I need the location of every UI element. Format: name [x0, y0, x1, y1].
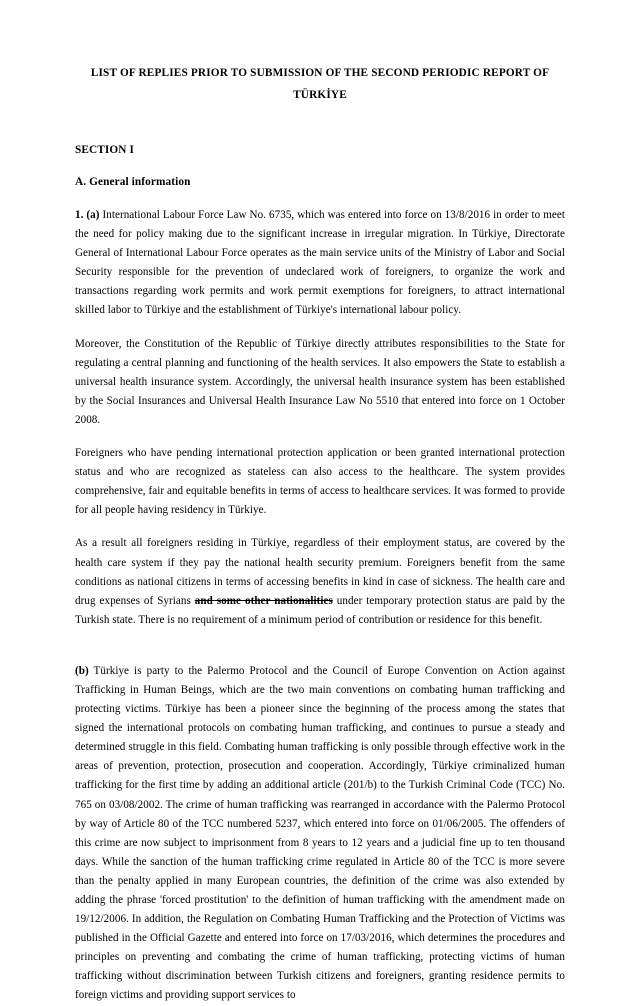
- document-title-line-1: LIST OF REPLIES PRIOR TO SUBMISSION OF THE SECOND PERIODIC REPORT OF: [90, 67, 550, 79]
- paragraph-1b-label: (b): [75, 664, 89, 677]
- title-spacer: [75, 106, 565, 142]
- document-title: [75, 62, 565, 106]
- paragraph-constitution: Moreover, the Constitution of the Republic of Türkiye directly attributes responsibilities to the State for regulating a central planning and functioning of the health services. It also empowers the State to establish a universal health insurance system. Accordingly, the universal health insurance system has been established by the Social Insurances and Universal Health Insurance Law No 5510 that entered into force on 1 October 2008.: [75, 337, 565, 426]
- paragraph-1b-text: Türkiye is party to the Palermo Protocol and the Council of Europe Convention on Action against Trafficking in Human Beings, which are the two main conventions on combating human trafficking and protecting victims. Türkiye has been a pioneer since the beginning of the process among the states that signed the international protocols on combating human trafficking, and continues to pursue a steady and determined struggle in this field. Combating human trafficking is only possible through effective work in the areas of prevention, protection, prosecution and cooperation. Accordingly, Türkiye criminalized human trafficking for the first time by adding an additional article (201/b) to the Turkish Criminal Code (TCC) No. 765 on 03/08/2002. The crime of human trafficking was rearranged in accordance with the Palermo Protocol by way of Article 80 of the TCC numbered 5237, which entered into force on 01/06/2005. The offenders of this crime are now subject to imprisonment from 8 years to 12 years and a judicial fine up to ten thousand days. While the sanction of the human trafficking crime regulated in Article 80 of the TCC is more severe than the penalty applied in many European countries, the definition of the crime was also extended by adding the phrase 'forced prostitution' to the definition of human trafficking with the amendment made on 19/12/2006. In addition, the Regulation on Combating Human Trafficking and the Protection of Victims was published in the Official Gazette and entered into force on 17/03/2016, which determines the procedures and principles on preventing and combating the crime of human trafficking, protecting victims of human trafficking without discrimination between Turkish citizens and foreigners, granting residence permits to foreign victims and providing support services to: [75, 664, 565, 1002]
- heading-spacer: [75, 158, 565, 174]
- struck-through-text: and some other nationalities: [194, 594, 333, 607]
- section-heading: SECTION I: [75, 144, 134, 156]
- paragraph-1a-text: International Labour Force Law No. 6735, which was entered into force on 13/8/2016 in order to meet the need for policy making due to the significant increase in irregular migration. In Türkiye, Directorate General of International Labour Force operates as the main service units of the Ministry of Labor and Social Security responsible for the prevention of undeclared work of foreigners, to organize the work and transactions regarding work permits and work permit exemptions for foreigners, to attract international skilled labor to Türkiye and the establishment of Türkiye's international labour policy.: [75, 209, 565, 317]
- document-title-line-2: TÜRKİYE: [293, 89, 347, 101]
- paragraph-health-coverage-before: As a result all foreigners residing in Türkiye, regardless of their employment status, are covered by the health care system if they pay the national health security premium. Foreigners benefit from the same conditions as national citizens in terms of accessing benefits in kind in case of sickness. The health care and drug expenses of Syrians: [75, 537, 565, 607]
- paragraph-1b: [75, 662, 565, 1006]
- subheading-spacer: [75, 190, 565, 206]
- paragraph-health-coverage-after: under temporary protection status are paid by the Turkish state. There is no requirement of a minimum period of contribution or residence for this benefit.: [75, 594, 565, 626]
- paragraph-foreigners-protection: Foreigners who have pending international protection application or been granted international protection status and who are recognized as stateless can also access to the healthcare. The system provides comprehensive, fair and equitable benefits in terms of access to healthcare services. It was formed to provide for all people having residency in Türkiye.: [75, 447, 565, 517]
- paragraph-spacer-4: [75, 630, 565, 662]
- paragraph-1a: [75, 206, 565, 321]
- paragraph-1a-label: 1. (a): [75, 209, 100, 221]
- paragraph-spacer-3: [75, 520, 565, 534]
- paragraph-health-coverage: [75, 534, 565, 629]
- paragraph-spacer-2: [75, 430, 565, 444]
- subsection-heading: A. General information: [75, 176, 191, 188]
- paragraph-spacer-1: [75, 321, 565, 335]
